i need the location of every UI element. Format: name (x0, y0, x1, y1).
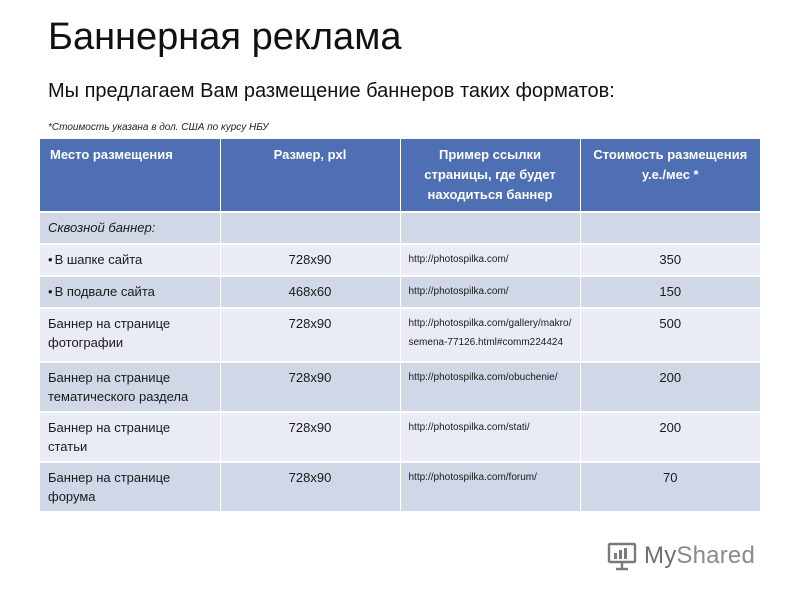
row-size: 728x90 (220, 462, 400, 511)
row-price: 70 (580, 462, 760, 511)
row-link[interactable]: http://photospilka.com/obuchenie/ (400, 362, 580, 412)
row-size: 728x90 (220, 362, 400, 412)
row-link[interactable]: http://photospilka.com/stati/ (400, 412, 580, 462)
row-size: 468x60 (220, 276, 400, 308)
row-place: • В подвале сайта (40, 276, 220, 308)
row-place: • В шапке сайта (40, 244, 220, 276)
row-price: 350 (580, 244, 760, 276)
empty-cell (580, 212, 760, 244)
table-row (40, 244, 760, 276)
myshared-watermark (606, 536, 755, 576)
row-link[interactable]: http://photospilka.com/ (400, 244, 580, 276)
row-place: Баннер на странице тематического раздела (40, 362, 220, 412)
row-price: 500 (580, 308, 760, 362)
presentation-board-icon (606, 540, 638, 572)
empty-cell (400, 212, 580, 244)
section-label: Сквозной баннер: (40, 212, 220, 244)
table-row (40, 308, 760, 362)
slide-title: Баннерная реклама (48, 16, 402, 58)
row-place: Баннер на странице форума (40, 462, 220, 511)
row-link[interactable]: http://photospilka.com/ (400, 276, 580, 308)
row-price: 150 (580, 276, 760, 308)
row-size: 728x90 (220, 412, 400, 462)
table-row (40, 276, 760, 308)
row-size: 728x90 (220, 308, 400, 362)
table-row (40, 462, 760, 511)
price-footnote: *Стоимость указана в дол. США по курсу НБУ (48, 122, 269, 133)
header-place: Место размещения (40, 139, 220, 212)
row-price: 200 (580, 362, 760, 412)
watermark-text: MyShared (644, 542, 755, 569)
row-link[interactable]: http://photospilka.com/gallery/makro/semena-77126.html#comm224424 (400, 308, 580, 362)
slide-subtitle: Мы предлагаем Вам размещение баннеров таких форматов: (48, 80, 615, 102)
table-row (40, 412, 760, 462)
table-header-row (40, 139, 760, 212)
row-price: 200 (580, 412, 760, 462)
header-link: Пример ссылки страницы, где будет находиться баннер (400, 139, 580, 212)
header-size: Размер, pxl (220, 139, 400, 212)
table-row (40, 362, 760, 412)
empty-cell (220, 212, 400, 244)
row-size: 728x90 (220, 244, 400, 276)
row-place: Баннер на странице фотографии (40, 308, 220, 362)
table-section-row (40, 212, 760, 244)
row-link[interactable]: http://photospilka.com/forum/ (400, 462, 580, 511)
header-price: Стоимость размещения у.е./мес * (580, 139, 760, 212)
pricing-table (40, 139, 760, 511)
row-place: Баннер на странице статьи (40, 412, 220, 462)
